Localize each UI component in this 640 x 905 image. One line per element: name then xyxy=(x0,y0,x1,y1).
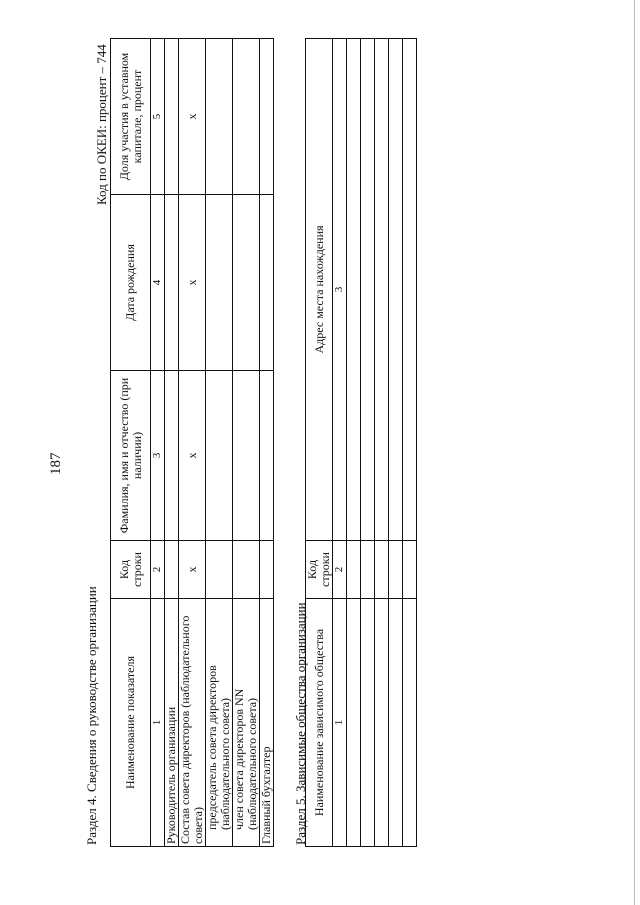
header-capital-share: Доля участия в уставном капитале, процент xyxy=(111,39,151,195)
row-fio xyxy=(233,371,260,541)
section5-table xyxy=(305,38,417,847)
row-code xyxy=(389,541,403,599)
row-code xyxy=(347,541,361,599)
section5-header-row xyxy=(306,39,333,847)
section4-table xyxy=(110,38,274,847)
row-name xyxy=(389,599,403,847)
section5-column-numbers xyxy=(333,39,347,847)
row-code xyxy=(403,541,417,599)
column-number: 4 xyxy=(151,195,165,371)
row-name xyxy=(361,599,375,847)
row-code xyxy=(165,541,179,599)
table-row xyxy=(260,39,274,847)
header-row-code: Код строки xyxy=(111,541,151,599)
row-name: Состав совета директоров (наблюдательного совета) xyxy=(179,599,206,847)
row-name: член совета директоров NN (наблюдательного совета) xyxy=(233,599,260,847)
row-name: Главный бухгалтер xyxy=(260,599,274,847)
row-address xyxy=(347,39,361,541)
row-birth-date xyxy=(260,195,274,371)
row-address xyxy=(389,39,403,541)
section4-title: Раздел 4. Сведения о руководстве организации xyxy=(84,586,99,845)
table-row xyxy=(206,39,233,847)
table-row xyxy=(361,39,375,847)
row-address xyxy=(375,39,389,541)
row-address xyxy=(361,39,375,541)
header-indicator-name: Наименование показателя xyxy=(111,599,151,847)
row-fio: x xyxy=(179,371,206,541)
okei-code: Код по ОКЕИ: процент – 744 xyxy=(94,44,109,205)
row-code xyxy=(361,541,375,599)
header-row-code: Код строки xyxy=(306,541,333,599)
table-row xyxy=(165,39,179,847)
table-row xyxy=(403,39,417,847)
column-number: 2 xyxy=(333,541,347,599)
row-code: x xyxy=(179,541,206,599)
row-address xyxy=(403,39,417,541)
header-birth-date: Дата рождения xyxy=(111,195,151,371)
row-birth-date: x xyxy=(179,195,206,371)
row-code xyxy=(375,541,389,599)
column-number: 3 xyxy=(333,39,347,541)
row-name xyxy=(347,599,361,847)
column-number: 3 xyxy=(151,371,165,541)
row-name: Руководитель организации xyxy=(165,599,179,847)
row-code xyxy=(206,541,233,599)
column-number: 1 xyxy=(333,599,347,847)
table-row xyxy=(347,39,361,847)
row-capital-share xyxy=(233,39,260,195)
row-capital-share xyxy=(206,39,233,195)
row-birth-date xyxy=(165,195,179,371)
row-capital-share xyxy=(165,39,179,195)
section5-title: Раздел 5. Зависимые общества организации xyxy=(293,602,308,845)
table-row xyxy=(375,39,389,847)
header-subsidiary-name: Наименование зависимого общества xyxy=(306,599,333,847)
row-capital-share: x xyxy=(179,39,206,195)
section4-column-numbers xyxy=(151,39,165,847)
header-fio: Фамилия, имя и отчество (при наличии) xyxy=(111,371,151,541)
page-number: 187 xyxy=(48,452,64,475)
row-name xyxy=(403,599,417,847)
table-row xyxy=(233,39,260,847)
row-code xyxy=(233,541,260,599)
row-code xyxy=(260,541,274,599)
table-row xyxy=(179,39,206,847)
row-name xyxy=(375,599,389,847)
row-fio xyxy=(260,371,274,541)
scan-edge-line xyxy=(634,0,635,905)
row-birth-date xyxy=(206,195,233,371)
column-number: 5 xyxy=(151,39,165,195)
row-birth-date xyxy=(233,195,260,371)
row-capital-share xyxy=(260,39,274,195)
column-number: 2 xyxy=(151,541,165,599)
row-fio xyxy=(206,371,233,541)
table-row xyxy=(389,39,403,847)
column-number: 1 xyxy=(151,599,165,847)
row-name: председатель совета директоров (наблюдательного совета) xyxy=(206,599,233,847)
row-fio xyxy=(165,371,179,541)
header-address: Адрес места нахождения xyxy=(306,39,333,541)
section4-header-row xyxy=(111,39,151,847)
